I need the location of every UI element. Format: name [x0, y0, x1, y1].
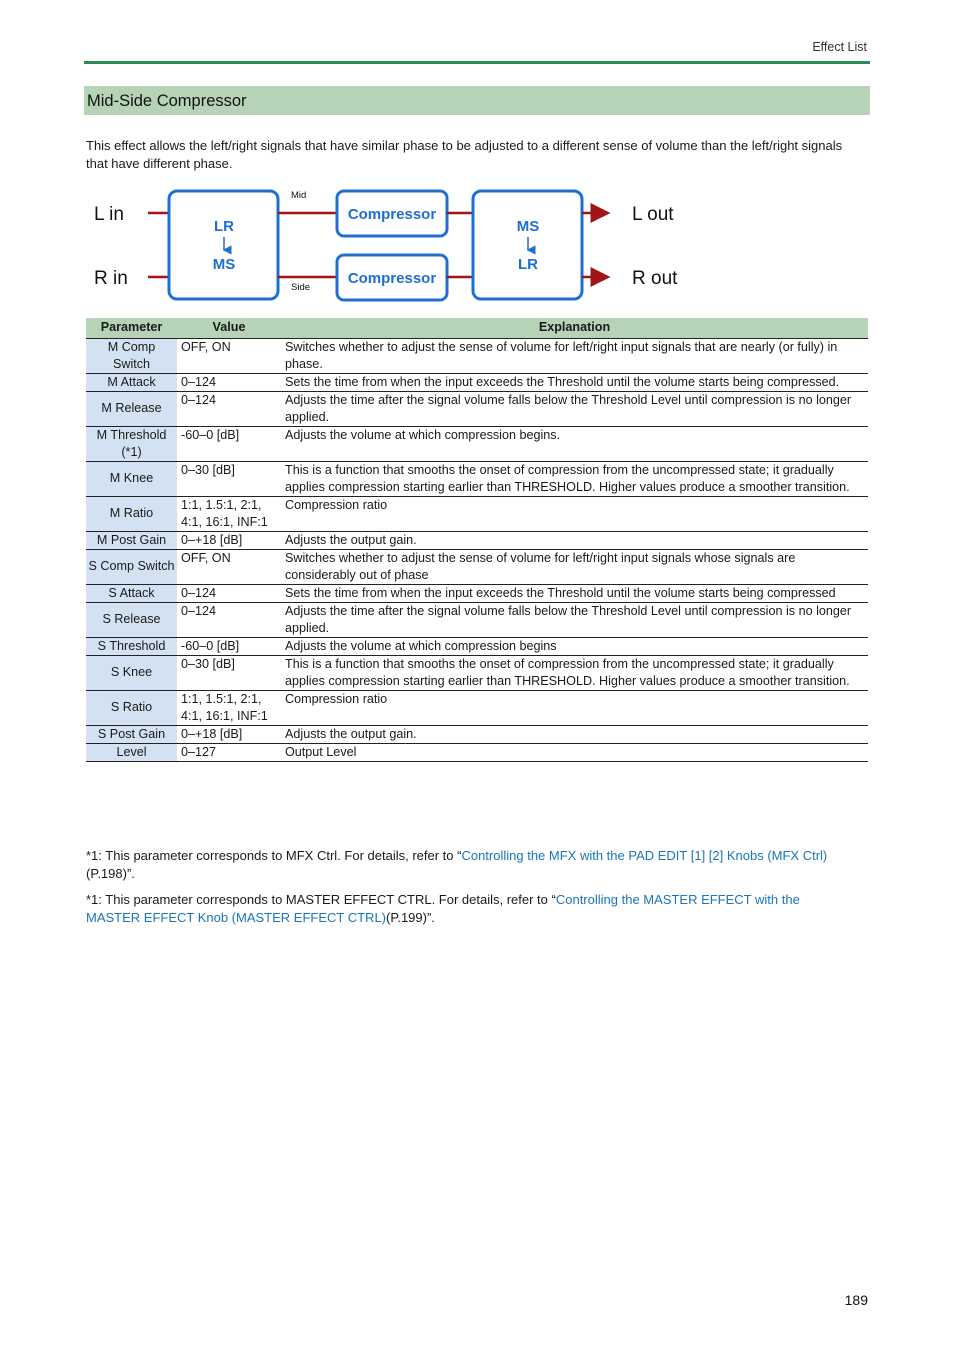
table-row: [86, 725, 868, 743]
explanation-cell: Compression ratio: [281, 690, 868, 725]
table-row: [86, 549, 868, 584]
r-in-label: R in: [94, 268, 128, 289]
value-cell: 0–+18 [dB]: [177, 531, 281, 549]
explanation-cell: Sets the time from when the input exceeds the Threshold until the volume starts being compressed: [281, 584, 868, 602]
ms-lr-bottom-text: LR: [518, 256, 538, 273]
side-label: Side: [291, 282, 311, 293]
param-cell: M Threshold (*1): [86, 426, 177, 461]
footnote-mfx-suffix: (P.198)”.: [86, 866, 135, 881]
parameter-table: [86, 318, 868, 762]
value-cell: 1:1, 1.5:1, 2:1, 4:1, 16:1, INF:1: [177, 496, 281, 531]
footnote-master-effect: [86, 891, 856, 927]
value-cell: 0–124: [177, 391, 281, 426]
param-cell: M Post Gain: [86, 531, 177, 549]
table-row: [86, 461, 868, 496]
value-cell: 0–124: [177, 602, 281, 637]
table-row: [86, 743, 868, 761]
lr-ms-bottom-text: MS: [212, 256, 236, 273]
parameter-table-body: [86, 338, 868, 761]
value-cell: 0–30 [dB]: [177, 461, 281, 496]
explanation-cell: Compression ratio: [281, 496, 868, 531]
table-row: [86, 373, 868, 391]
value-cell: -60–0 [dB]: [177, 426, 281, 461]
column-header-parameter: Parameter: [86, 318, 177, 338]
param-cell: M Ratio: [86, 496, 177, 531]
compressor-top-text: Compressor: [347, 206, 437, 223]
explanation-cell: This is a function that smooths the onset of compression from the uncompressed state; it gradually applies compression starting earlier than THRESHOLD. Higher values produce a smoother transition.: [281, 655, 868, 690]
header-rule: [84, 61, 870, 64]
l-in-label: L in: [94, 204, 124, 225]
param-cell: S Ratio: [86, 690, 177, 725]
intro-paragraph: This effect allows the left/right signals that have similar phase to be adjusted to a different sense of volume than the left/right signals that have different phase.: [86, 138, 843, 171]
footnote-mfx-prefix: *1: This parameter corresponds to MFX Ctrl. For details, refer to “: [86, 848, 462, 863]
explanation-cell: Adjusts the output gain.: [281, 531, 868, 549]
table-row: [86, 531, 868, 549]
value-cell: 0–+18 [dB]: [177, 725, 281, 743]
explanation-cell: Adjusts the volume at which compression begins: [281, 637, 868, 655]
value-cell: OFF, ON: [177, 338, 281, 373]
footnotes: [86, 847, 856, 935]
footnote-master-link[interactable]: Controlling the MASTER EFFECT with the MASTER EFFECT Knob (MASTER EFFECT CTRL): [86, 892, 800, 925]
value-cell: OFF, ON: [177, 549, 281, 584]
explanation-cell: Adjusts the output gain.: [281, 725, 868, 743]
table-row: [86, 426, 868, 461]
param-cell: M Attack: [86, 373, 177, 391]
table-row: [86, 391, 868, 426]
table-row: [86, 584, 868, 602]
explanation-cell: Adjusts the time after the signal volume falls below the Threshold Level until compression is no longer applied.: [281, 602, 868, 637]
table-row: [86, 655, 868, 690]
param-cell: Level: [86, 743, 177, 761]
explanation-cell: Output Level: [281, 743, 868, 761]
explanation-cell: Sets the time from when the input exceeds the Threshold until the volume starts being compressed.: [281, 373, 868, 391]
param-cell: S Knee: [86, 655, 177, 690]
table-row: [86, 496, 868, 531]
footnote-master-prefix: *1: This parameter corresponds to MASTER EFFECT CTRL. For details, refer to “: [86, 892, 556, 907]
signal-flow-diagram: [86, 182, 686, 306]
mid-label: Mid: [291, 190, 307, 201]
param-cell: S Comp Switch: [86, 549, 177, 584]
l-out-label: L out: [632, 204, 674, 225]
column-header-value: Value: [177, 318, 281, 338]
section-heading-bar: [84, 86, 870, 115]
table-header-row: [86, 318, 868, 338]
value-cell: 1:1, 1.5:1, 2:1, 4:1, 16:1, INF:1: [177, 690, 281, 725]
r-out-label: R out: [632, 268, 678, 289]
lr-ms-top-text: LR: [214, 218, 234, 235]
explanation-cell: Adjusts the time after the signal volume falls below the Threshold Level until compression is no longer applied.: [281, 391, 868, 426]
table-row: [86, 338, 868, 373]
ms-lr-top-text: MS: [516, 218, 540, 235]
param-cell: S Attack: [86, 584, 177, 602]
value-cell: 0–30 [dB]: [177, 655, 281, 690]
explanation-cell: Adjusts the volume at which compression begins.: [281, 426, 868, 461]
table-row: [86, 637, 868, 655]
column-header-explanation: Explanation: [281, 318, 868, 338]
param-cell: M Release: [86, 391, 177, 426]
explanation-cell: This is a function that smooths the onset of compression from the uncompressed state; it gradually applies compression starting earlier than THRESHOLD. Higher values produce a smoother transition.: [281, 461, 868, 496]
param-cell: S Threshold: [86, 637, 177, 655]
value-cell: 0–124: [177, 584, 281, 602]
footnote-mfx-link[interactable]: Controlling the MFX with the PAD EDIT [1] [2] Knobs (MFX Ctrl): [461, 848, 828, 863]
param-cell: S Release: [86, 602, 177, 637]
value-cell: 0–124: [177, 373, 281, 391]
param-cell: M Comp Switch: [86, 338, 177, 373]
table-row: [86, 690, 868, 725]
value-cell: -60–0 [dB]: [177, 637, 281, 655]
compressor-bottom-text: Compressor: [347, 270, 437, 287]
footnote-mfx: [86, 847, 856, 883]
param-cell: M Knee: [86, 461, 177, 496]
section-title: Mid-Side Compressor: [87, 92, 247, 110]
explanation-cell: Switches whether to adjust the sense of volume for left/right input signals that are nearly (or fully) in phase.: [281, 338, 868, 373]
footnote-master-suffix: (P.199)”.: [386, 910, 435, 925]
page-number: 189: [844, 1292, 868, 1308]
running-header: Effect List: [812, 40, 867, 54]
value-cell: 0–127: [177, 743, 281, 761]
param-cell: S Post Gain: [86, 725, 177, 743]
explanation-cell: Switches whether to adjust the sense of volume for left/right input signals whose signals are considerably out of phase: [281, 549, 868, 584]
table-row: [86, 602, 868, 637]
